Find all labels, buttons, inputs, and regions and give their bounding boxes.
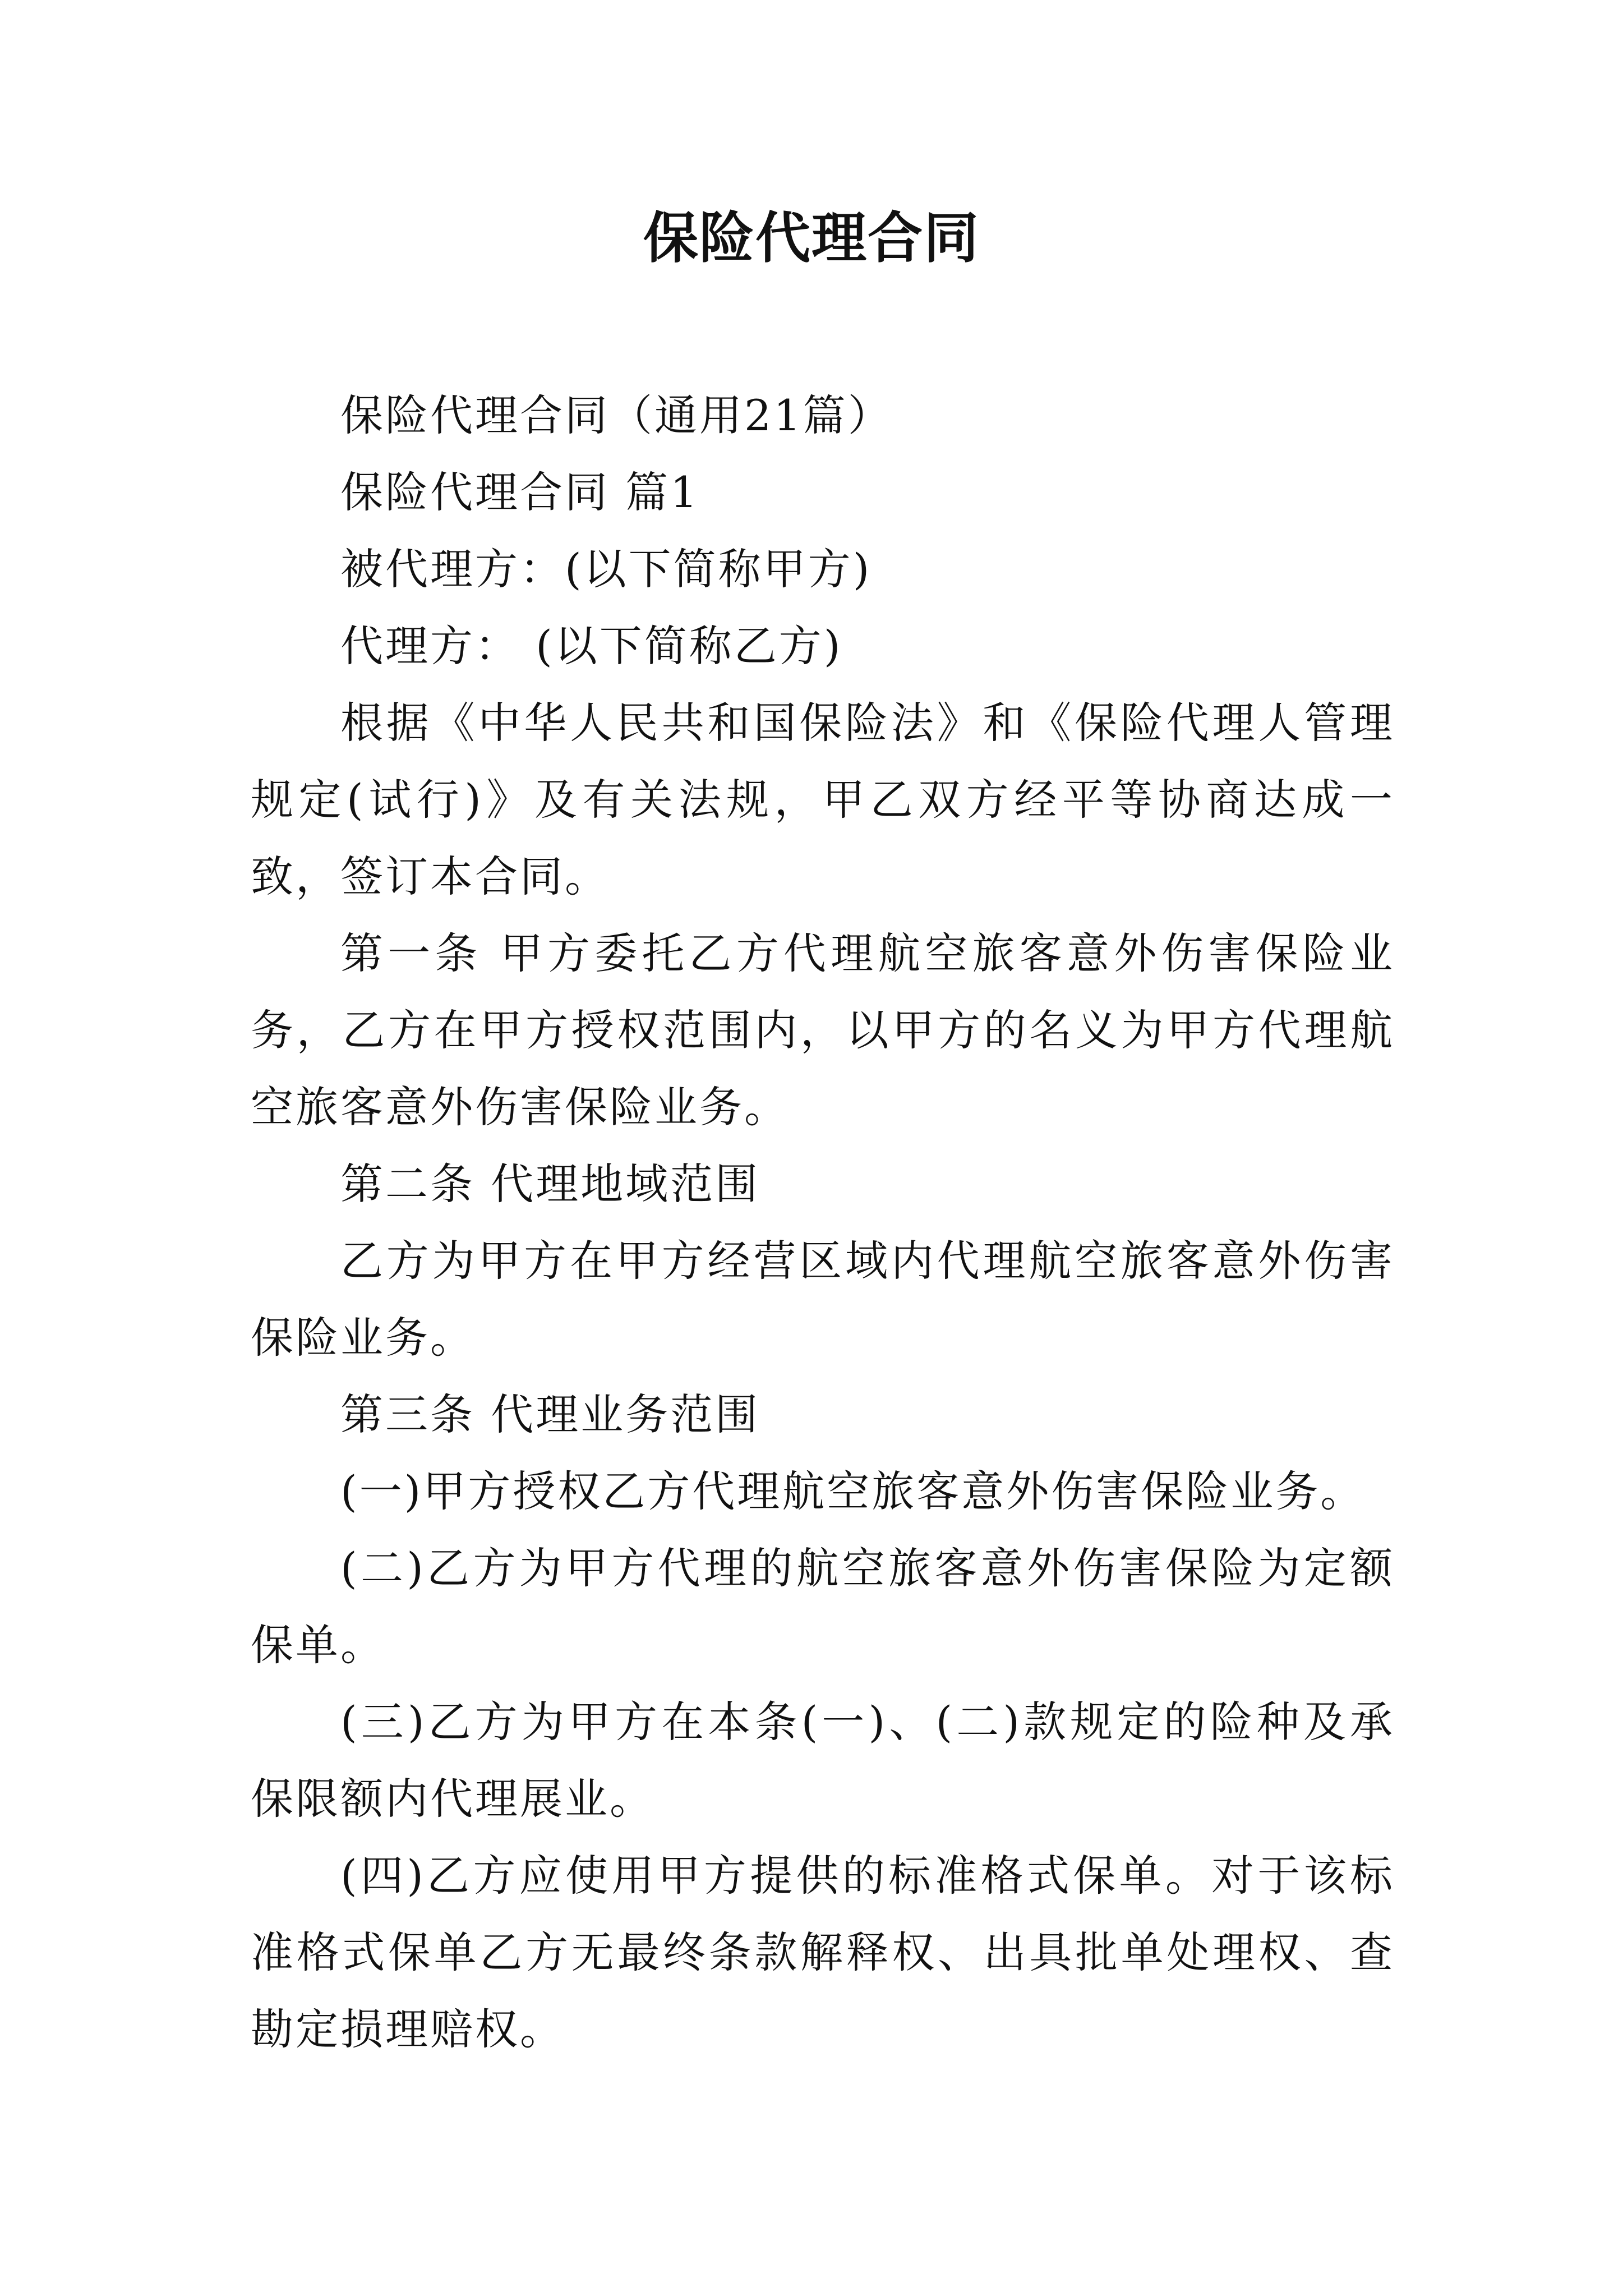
paragraph-article-3-item-3: (三)乙方为甲方在本条(一)、(二)款规定的险种及承保限额内代理展业。 xyxy=(251,1697,1395,1824)
paragraph-principal: 被代理方：(以下简称甲方) xyxy=(340,544,872,594)
paragraph-preamble: 根据《中华人民共和国保险法》和《保险代理人管理规定(试行)》及有关法规，甲乙双方经平等协商达成一致，签订本合同。 xyxy=(251,698,1395,901)
paragraph-part-heading: 保险代理合同 篇1 xyxy=(340,467,700,517)
paragraph-article-3-item-2: (二)乙方为甲方代理的航空旅客意外伤害保险为定额保单。 xyxy=(251,1543,1395,1670)
paragraph-article-3-item-1: (一)甲方授权乙方代理航空旅客意外伤害保险业务。 xyxy=(340,1466,1366,1516)
paragraph-article-2-body: 乙方为甲方在甲方经营区域内代理航空旅客意外伤害保险业务。 xyxy=(251,1236,1395,1363)
document-title: 保险代理合同 xyxy=(643,206,980,270)
document-body xyxy=(251,377,1395,2068)
paragraph-article-3-item-4: (四)乙方应使用甲方提供的标准格式保单。对于该标准格式保单乙方无最终条款解释权、出具批单处理权、查勘定损理赔权。 xyxy=(251,1851,1395,2054)
paragraph-agent: 代理方： (以下简称乙方) xyxy=(340,621,843,671)
paragraph-article-1: 第一条 甲方委托乙方代理航空旅客意外伤害保险业务，乙方在甲方授权范围内，以甲方的名义为甲方代理航空旅客意外伤害保险业务。 xyxy=(251,928,1395,1132)
paragraph-subtitle: 保险代理合同（通用21篇） xyxy=(340,390,893,440)
paragraph-article-3-heading: 第三条 代理业务范围 xyxy=(340,1389,760,1439)
paragraph-article-2-heading: 第二条 代理地域范围 xyxy=(340,1159,760,1209)
